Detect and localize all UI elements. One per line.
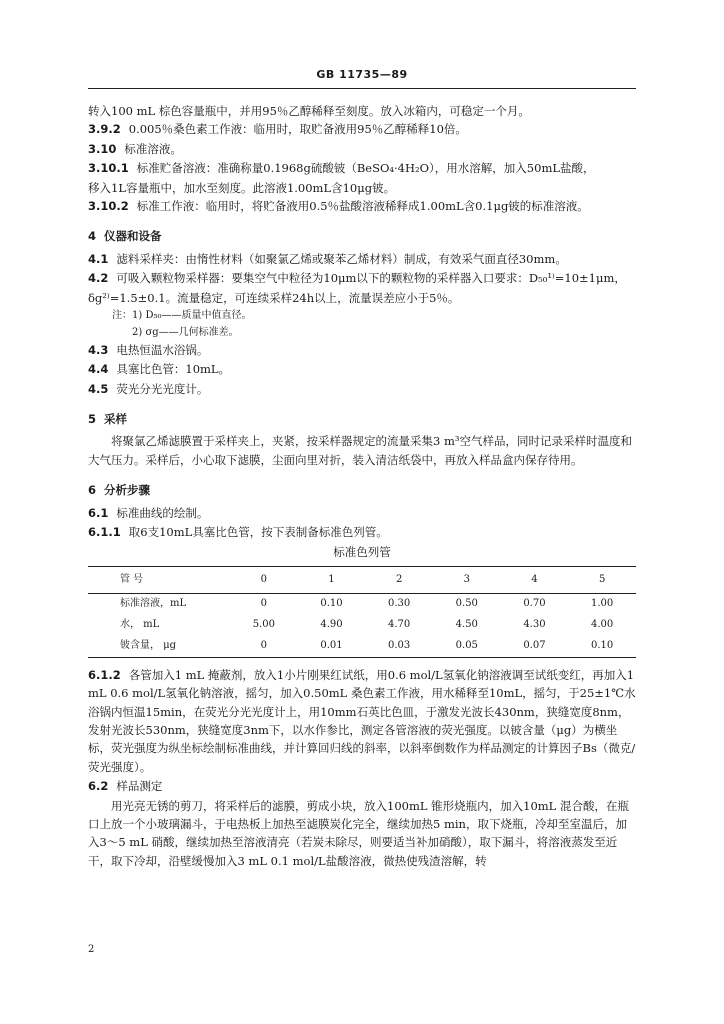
clause-text: 样品测定 xyxy=(116,779,163,794)
clause-text: 取6支10mL具塞比色管，按下表制备标准色列管。 xyxy=(128,525,388,540)
clause-number: 6.2 xyxy=(88,779,109,794)
clause-3-10-1-cont: 移入1L容量瓶中，加水至刻度。此溶液1.00mL含10μg铍。 xyxy=(88,180,396,195)
table-caption: 标准色列管 xyxy=(333,545,391,560)
section-title: 分析步骤 xyxy=(104,483,151,498)
clause-number: 4.5 xyxy=(88,381,109,396)
clause-text: 标准溶液。 xyxy=(124,141,182,156)
clause-number: 3.10.1 xyxy=(88,161,129,176)
clause-4-2 xyxy=(88,269,636,287)
section-number: 4 xyxy=(88,229,97,244)
table-cell: 0.07 xyxy=(501,636,569,658)
section-title: 采样 xyxy=(104,412,128,427)
clause-number: 4.3 xyxy=(88,342,109,357)
table-cell: 0 xyxy=(260,598,268,610)
clause-text: 荧光分光光度计。 xyxy=(116,381,209,396)
table-header-cell: 2 xyxy=(365,566,433,593)
clause-number: 6.1 xyxy=(88,505,109,520)
clause-6-2 xyxy=(88,777,636,795)
table-cell: 5.00 xyxy=(252,619,275,631)
section-number: 6 xyxy=(88,483,97,498)
table-cell: 水， mL xyxy=(120,619,160,631)
clause-text: 具塞比色管：10mL。 xyxy=(116,362,231,377)
table-cell: 1.00 xyxy=(591,598,614,610)
standard-color-table xyxy=(88,566,636,658)
clause-4-1 xyxy=(88,250,636,268)
clause-number: 4.4 xyxy=(88,362,109,377)
table-header-cell: 管 号 xyxy=(88,566,230,593)
note-1: 注：1) D₅₀——质量中值直径。 xyxy=(112,309,252,321)
section-4-heading xyxy=(88,227,636,245)
clause-number: 3.10 xyxy=(88,141,117,156)
clause-number: 6.1.2 xyxy=(88,667,121,682)
table-cell: 0.30 xyxy=(388,598,411,610)
table-cell: 0.10 xyxy=(568,636,636,658)
header-rule xyxy=(88,88,636,89)
table-header-cell: 3 xyxy=(433,566,501,593)
clause-6-1-1 xyxy=(88,523,636,541)
table-header-cell: 5 xyxy=(568,566,636,593)
table-cell: 0 xyxy=(230,636,298,658)
table-cell: 0.10 xyxy=(320,598,343,610)
clause-6-1-2 xyxy=(88,666,636,776)
continuation-line: 转入100 mL 棕色容量瓶中，并用95％乙醇稀释至刻度。放入冰箱内，可稳定一个月。 xyxy=(88,104,530,118)
clause-4-4 xyxy=(88,360,636,378)
clause-text: 标准曲线的绘制。 xyxy=(116,505,209,520)
clause-text: 0.005％桑色素工作液：临用时，取贮备液用95％乙醇稀释10倍。 xyxy=(128,122,467,137)
clause-text: 标准工作液：临用时，将贮备液用0.5％盐酸溶液稀释成1.00mL含0.1μg铍的标准溶液。 xyxy=(136,198,589,213)
table-cell: 0.05 xyxy=(433,636,501,658)
table-header-row xyxy=(88,566,636,593)
clause-4-5 xyxy=(88,380,636,398)
clause-number: 4.2 xyxy=(88,271,109,286)
table-cell: 4.50 xyxy=(455,619,478,631)
table-header-cell: 1 xyxy=(298,566,366,593)
clause-text: 滤料采样夹：由惰性材料（如聚氯乙烯或聚苯乙烯材料）制成，有效采气面直径30mm。 xyxy=(116,251,567,266)
section-6-heading xyxy=(88,481,636,499)
table-cell: 铍含量， μg xyxy=(88,636,230,658)
clause-4-3 xyxy=(88,341,636,359)
clause-text: 可吸入颗粒物采样器：要集空气中粒径为10μm以下的颗粒物的采样器入口要求：D₅₀¹⁾=10±1μm， xyxy=(116,271,626,286)
table-cell: 4.90 xyxy=(320,619,343,631)
clause-3-10 xyxy=(88,140,636,158)
table-cell: 标准溶液，mL xyxy=(120,598,187,610)
note-2: 2) σg——几何标准差。 xyxy=(132,326,239,338)
table-cell: 4.30 xyxy=(523,619,546,631)
table-cell: 4.70 xyxy=(388,619,411,631)
clause-6-1 xyxy=(88,504,636,522)
clause-text: 标准贮备溶液：准确称量0.1968g硫酸铍（BeSO₄·4H₂O），用水溶解，加入50mL盐酸， xyxy=(136,161,595,176)
page-header: GB 11735—89 xyxy=(316,68,408,81)
table-header-cell: 4 xyxy=(501,566,569,593)
page-number: 2 xyxy=(88,944,95,955)
sample-determination-paragraph: 用光亮无锈的剪刀，将采样后的滤膜，剪成小块，放入100mL 锥形烧瓶内，加入10mL 混合酸，在瓶口上放一个小玻璃漏斗，于电热板上加热至滤膜炭化完全，继续加热5 min，取下烧瓶，冷却至室温后，加入3～5 mL 硝酸，继续加热至溶液清亮（若炭未除尽，则要适当补加硝酸），取下漏斗，将溶液蒸发至近干，取下冷却，沿壁缓慢加入3 mL 0.1 mol/L盐酸溶液，微热使残渣溶解，转 xyxy=(88,798,629,868)
table-row xyxy=(88,636,636,658)
clause-4-2-cont: δg²⁾=1.5±0.1。流量稳定，可连续采样24h以上，流量误差应小于5％。 xyxy=(88,290,460,305)
table-header-cell: 0 xyxy=(230,566,298,593)
table-cell: 0.50 xyxy=(455,598,478,610)
table-row xyxy=(88,615,636,636)
table-cell: 0.01 xyxy=(298,636,366,658)
clause-number: 3.10.2 xyxy=(88,198,129,213)
clause-3-10-2 xyxy=(88,197,636,215)
table-row xyxy=(88,593,636,615)
page-content xyxy=(88,102,636,870)
clause-3-9-2 xyxy=(88,120,636,138)
sampling-paragraph: 将聚氯乙烯滤膜置于采样夹上，夹紧，按采样器规定的流量采集3 m³空气样品，同时记录采样时温度和大气压力。采样后，小心取下滤膜，尘面向里对折，装入清洁纸袋中，再放入样品盒内保存待用。 xyxy=(88,434,632,467)
table-cell: 0.70 xyxy=(523,598,546,610)
section-5-heading xyxy=(88,410,636,428)
clause-text: 电热恒温水浴锅。 xyxy=(116,342,209,357)
clause-number: 6.1.1 xyxy=(88,525,121,540)
clause-number: 3.9.2 xyxy=(88,122,121,137)
clause-number: 4.1 xyxy=(88,251,109,266)
section-number: 5 xyxy=(88,412,97,427)
table-cell: 4.00 xyxy=(591,619,614,631)
clause-text: 各管加入1 mL 掩蔽剂，放入1小片刚果红试纸，用0.6 mol/L氢氧化钠溶液调至试纸变红，再加入1 mL 0.6 mol/L氢氧化钠溶液，摇匀，加入0.50mL 桑色素工作液，用水稀释至10mL，摇匀，于25±1℃水浴锅内恒温15min，在荧光分光光度计上，用10mm石英比色皿，于激发光波长430nm，狭缝宽度8nm，发射光波长530nm，狭缝宽度3nm下，以水作参比，测定各管溶液的荧光强度。以铍含量（μg）为横坐标，荧光强度为纵坐标绘制标准曲线，并计算回归线的斜率，以斜率倒数作为样品测定的计算因子Bs（微克/荧光强度）。 xyxy=(88,667,636,774)
section-title: 仪器和设备 xyxy=(104,229,162,244)
table-cell: 0.03 xyxy=(365,636,433,658)
clause-3-10-1 xyxy=(88,159,636,177)
